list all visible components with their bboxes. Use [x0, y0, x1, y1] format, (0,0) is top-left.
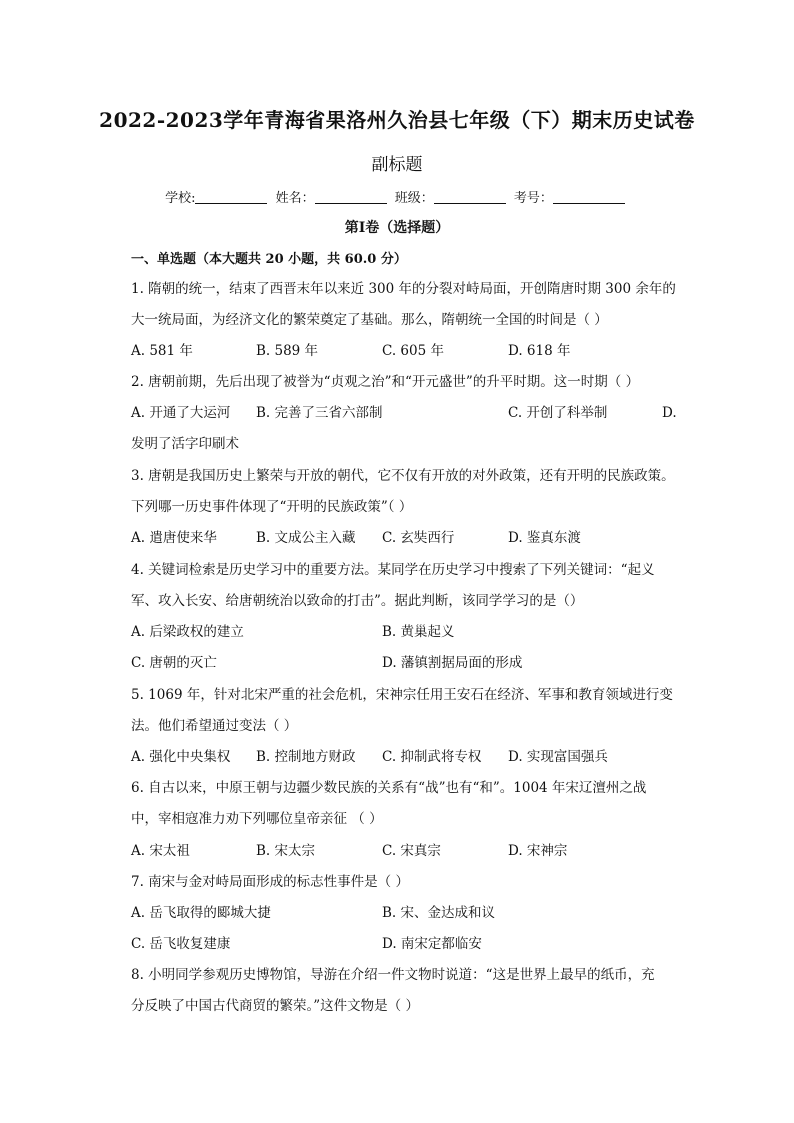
- question-5-option-b: B. 控制地方财政: [256, 749, 356, 765]
- class-label: 班级：: [394, 191, 434, 206]
- question-3-option-b: B. 文成公主入藏: [256, 530, 356, 546]
- question-7-option-d: D. 南宋定都临安: [382, 936, 482, 952]
- question-1-option-d: D. 618 年: [508, 343, 571, 359]
- question-4-line-1: 4. 关键词检索是历史学习中的重要方法。某同学在历史学习中搜索了下列关键词：“起义: [131, 562, 655, 578]
- question-1-line-2: 大一统局面，为经济文化的繁荣奠定了基础。那么，隋朝统一全国的时间是（ ）: [131, 312, 608, 328]
- school-blank: [195, 191, 267, 204]
- part-heading: 第Ⅰ卷（选择题）: [344, 220, 450, 236]
- question-2-option-d-text: 发明了活字印刷术: [131, 436, 239, 452]
- question-6-line-1: 6. 自古以来，中原王朝与边疆少数民族的关系有“战”也有“和”。1004 年宋辽澶州之战: [131, 780, 647, 796]
- question-5-option-a: A. 强化中央集权: [131, 749, 231, 765]
- page-subtitle: 副标题: [371, 155, 423, 175]
- question-3-option-c: C. 玄奘西行: [382, 530, 455, 546]
- question-7-line-1: 7. 南宋与金对峙局面形成的标志性事件是（ ）: [131, 874, 409, 890]
- question-1-option-b: B. 589 年: [256, 343, 319, 359]
- name-label: 姓名：: [275, 191, 315, 206]
- question-1-option-a: A. 581 年: [131, 343, 193, 359]
- section-heading: 一、单选题（本大题共 20 小题，共 60.0 分）: [131, 252, 407, 267]
- question-2-option-a: A. 开通了大运河: [131, 405, 231, 421]
- question-7-option-a: A. 岳飞取得的郾城大捷: [131, 905, 271, 921]
- question-3-line-1: 3. 唐朝是我国历史上繁荣与开放的朝代，它不仅有开放的对外政策，还有开明的民族政策。: [131, 468, 675, 484]
- question-1-line-1: 1. 隋朝的统一，结束了西晋末年以来近 300 年的分裂对峙局面，开创隋唐时期 300 余年的: [131, 281, 676, 297]
- question-3-option-d: D. 鉴真东渡: [508, 530, 581, 546]
- question-3-line-2: 下列哪一历史事件体现了“开明的民族政策”（ ）: [131, 499, 413, 515]
- question-2-line-1: 2. 唐朝前期，先后出现了被誉为“贞观之治”和“开元盛世”的升平时期。这一时期（ ）: [131, 374, 640, 390]
- question-8-line-2: 分反映了中国古代商贸的繁荣。”这件文物是（ ）: [131, 998, 419, 1014]
- question-3-option-a: A. 遣唐使来华: [131, 530, 217, 546]
- question-6-option-b: B. 宋太宗: [256, 843, 316, 859]
- class-blank: [434, 191, 506, 204]
- question-4-line-2: 军、攻入长安、给唐朝统治以致命的打击”。据此判断，该同学学习的是（）: [131, 593, 584, 609]
- question-2-option-c: C. 开创了科举制: [508, 405, 608, 421]
- question-4-option-a: A. 后梁政权的建立: [131, 624, 244, 640]
- question-7-option-b: B. 宋、金达成和议: [382, 905, 496, 921]
- question-6-option-a: A. 宋太祖: [131, 843, 190, 859]
- question-2-option-b: B. 完善了三省六部制: [256, 405, 383, 421]
- question-5-line-1: 5. 1069 年，针对北宋严重的社会危机，宋神宗任用王安石在经济、军事和教育领域进行变: [131, 687, 673, 703]
- question-4-option-c: C. 唐朝的灭亡: [131, 655, 217, 671]
- question-2-option-d: D.: [662, 405, 677, 421]
- student-info-row: [0, 187, 794, 206]
- question-7-option-c: C. 岳飞收复建康: [131, 936, 231, 952]
- name-blank: [315, 191, 387, 204]
- question-5-option-d: D. 实现富国强兵: [508, 749, 608, 765]
- exam-number-blank: [553, 191, 625, 204]
- question-8-line-1: 8. 小明同学参观历史博物馆，导游在介绍一件文物时说道：“这是世界上最早的纸币，充: [131, 967, 655, 983]
- question-6-line-2: 中，宰相寇准力劝下列哪位皇帝亲征 （ ）: [131, 811, 383, 827]
- question-4-option-b: B. 黄巢起义: [382, 624, 455, 640]
- question-5-option-c: C. 抑制武将专权: [382, 749, 482, 765]
- question-6-option-d: D. 宋神宗: [508, 843, 568, 859]
- exam-number-label: 考号：: [513, 191, 553, 206]
- school-label: 学校:: [165, 191, 196, 206]
- question-4-option-d: D. 藩镇割据局面的形成: [382, 655, 523, 671]
- question-1-option-c: C. 605 年: [382, 343, 444, 359]
- page-title: 2022-2023学年青海省果洛州久治县七年级（下）期末历史试卷: [99, 108, 695, 132]
- question-6-option-c: C. 宋真宗: [382, 843, 441, 859]
- question-5-line-2: 法。他们希望通过变法（ ）: [131, 718, 298, 734]
